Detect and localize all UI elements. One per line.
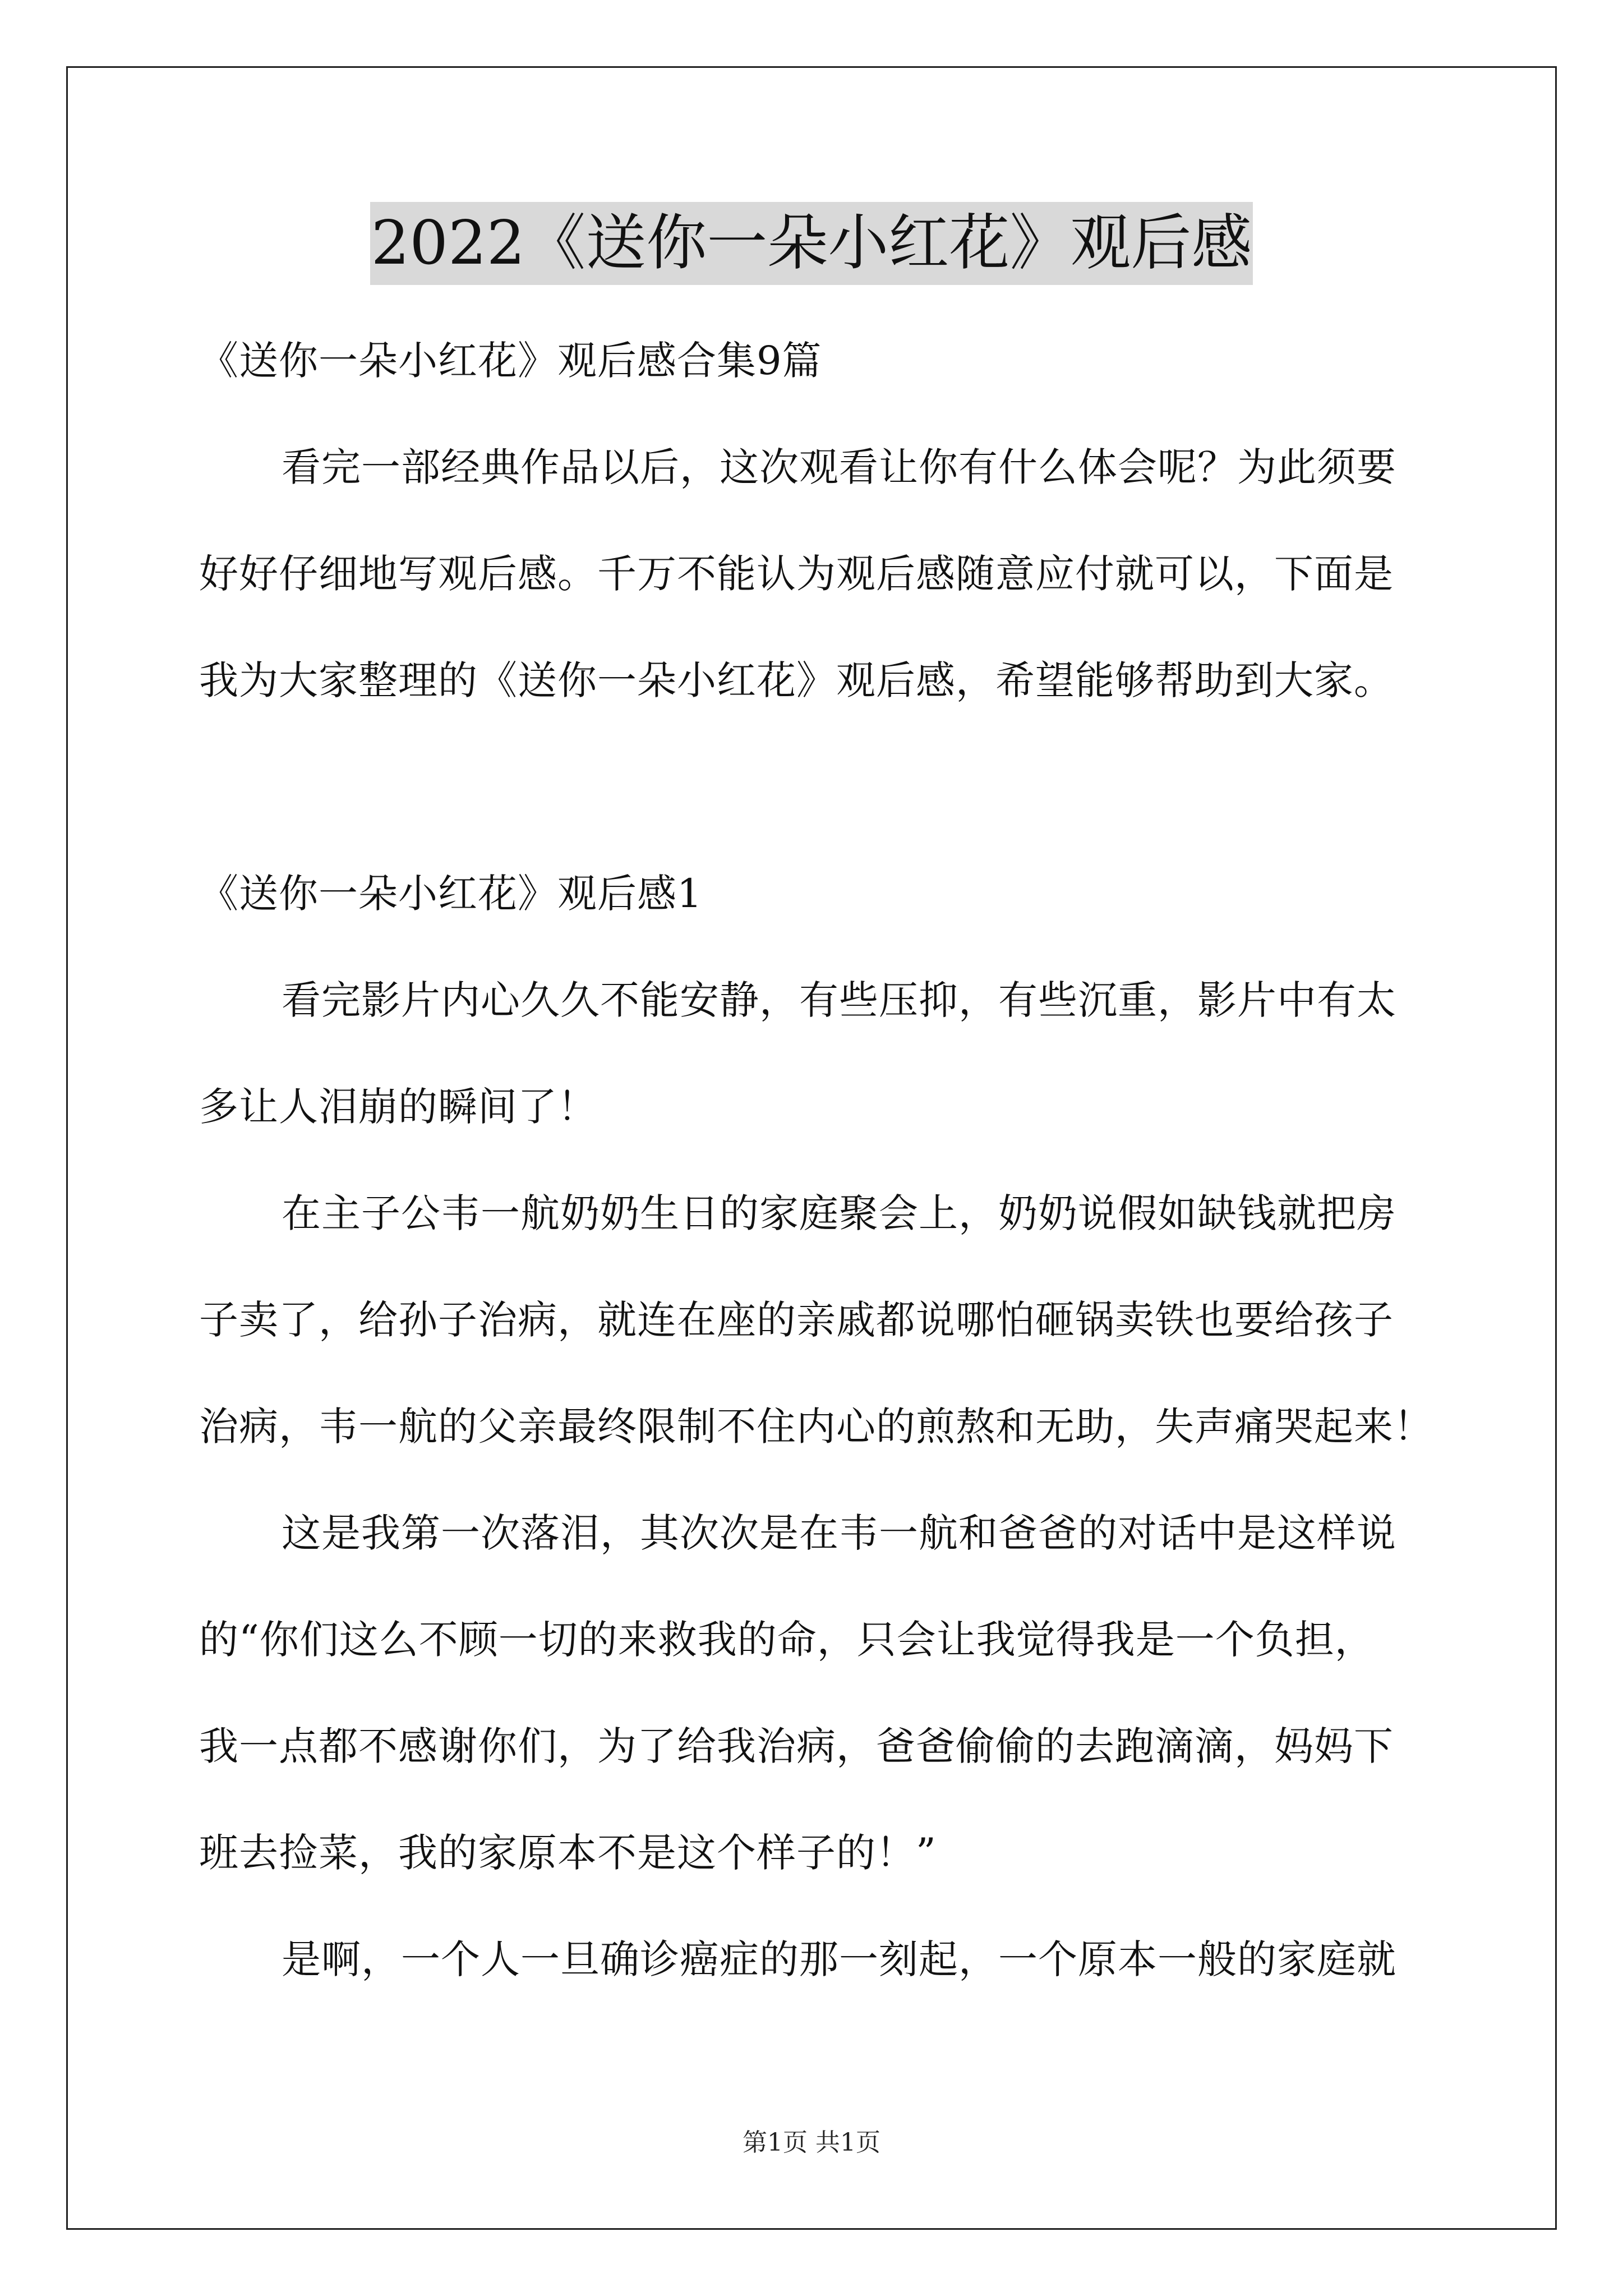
paragraph-line: 这是我第一次落泪，其次次是在韦一航和爸爸的对话中是这样说 bbox=[282, 1510, 1396, 1556]
page-footer: 第1页 共1页 bbox=[743, 2128, 880, 2157]
paragraph-line: 看完影片内心久久不能安静，有些压抑，有些沉重，影片中有太 bbox=[282, 977, 1396, 1023]
paragraph-line: 我一点都不感谢你们，为了给我治病，爸爸偷偷的去跑滴滴，妈妈下 bbox=[199, 1723, 1394, 1769]
paragraph-line: 多让人泪崩的瞬间了！ bbox=[199, 1084, 597, 1130]
title-container bbox=[0, 202, 1623, 285]
paragraph-line: 我为大家整理的《送你一朵小红花》观后感，希望能够帮助到大家。 bbox=[199, 657, 1394, 703]
paragraph-line: 在主子公韦一航奶奶生日的家庭聚会上，奶奶说假如缺钱就把房 bbox=[282, 1190, 1396, 1236]
paragraph-line: 治病，韦一航的父亲最终限制不住内心的煎熬和无助，失声痛哭起来！ bbox=[199, 1404, 1433, 1450]
paragraph-line: 看完一部经典作品以后，这次观看让你有什么体会呢？为此须要 bbox=[282, 444, 1396, 490]
section-heading: 《送你一朵小红花》观后感1 bbox=[199, 871, 703, 917]
blank-line bbox=[199, 734, 1438, 840]
document-title: 2022《送你一朵小红花》观后感 bbox=[370, 202, 1253, 285]
paragraph-line: 班去捡菜，我的家原本不是这个样子的！” bbox=[199, 1830, 937, 1876]
document-body bbox=[199, 307, 1438, 2013]
paragraph-line: 子卖了，给孙子治病，就连在座的亲戚都说哪怕砸锅卖铁也要给孩子 bbox=[199, 1297, 1394, 1343]
subtitle-line: 《送你一朵小红花》观后感合集9篇 bbox=[199, 338, 822, 384]
paragraph-line: 的“你们这么不顾一切的来救我的命，只会让我觉得我是一个负担， bbox=[199, 1617, 1375, 1663]
paragraph-line: 是啊，一个人一旦确诊癌症的那一刻起，一个原本一般的家庭就 bbox=[282, 1936, 1396, 1982]
paragraph-line: 好好仔细地写观后感。千万不能认为观后感随意应付就可以，下面是 bbox=[199, 551, 1394, 597]
